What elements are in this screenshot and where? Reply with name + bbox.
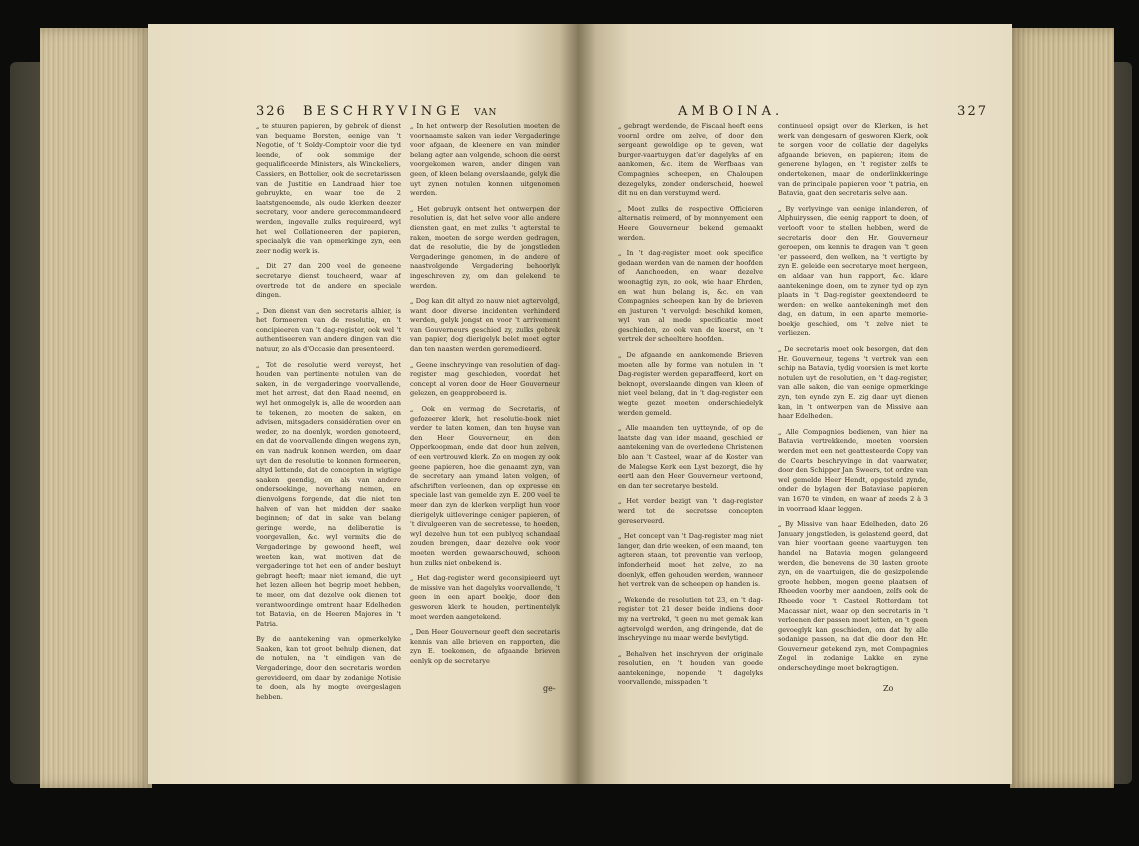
paragraph: „ Geene inschryvinge van resolutien of dag-register mag geschieden, voordat het concept al voren door de Heer Gouverneur gelezen, en geapprobeerd is. [410,360,560,398]
paragraph: „ Moet zulks de respective Officieren alternatis reimerd, of by monnyement een Heere Gouverneur bekend gemaakt werden. [618,204,763,242]
paragraph: „ De afgaande en aankomende Brieven moeten alle by forme van notulen in 't Dag-register werden geparaffeerd, kort en beknopt, overslaande dingen van kleen of niet veel belang, dat in 't dag-register een wegte gezet moeten onderschiedelyk werden gemeld. [618,351,763,417]
left-catchword: ge- [543,684,556,693]
paragraph: „ Dit 27 dan 200 veel de geneene secretarye dienst toucheerd, waar af overtrede tot de andere en speciale dingen. [256,262,401,300]
left-page-column-1 [256,122,401,702]
left-running-title-suffix: VAN [474,108,498,118]
paragraph: „ Den Heer Gouverneur geeft den secretaris kennis van alle brieven en rapporten, die zyn E. toekomen, de afgaande brieven eenlyk op de secretarye [410,628,560,665]
right-page-column-1 [618,122,763,702]
paragraph: „ De secretaris moet ook besorgen, dat den Hr. Gouverneur, tegens 't vertrek van een schip na Batavia, tydig voorsien is met korte notulen uyt de resolutien, en 't dag-register, van alle saken, die van eenige opmerkinge zyn, ten eynde zyn E. zig daar uyt dienen kan, in 't ontwerpen van de Missive aan haar Edelheden. [778,345,928,421]
paragraph: continueel opsigt over de Klerken, is het werk van dengesarn of gesworen Klerk, ook te sorgen voor de collatie der dagelyks afgaande brieven, en papieren; item de generene bylagen, en 't register zelfs te ondertekenen, maar de onderlinkkeringe van de principale papieren voor 't patria, en Batavia, gaat den secretaris selve aan. [778,122,928,198]
paragraph: „ Ook en vermag de Secretaris, of gefozeerer klerk, het resolutie-boek niet verder te laten komen, dan ten huyse van den Heer Gouverneur, en den Opperkoopman, ende dat door hun zelven, of een vertrouwd klerk. Zo en mogen zy ook geene papieren, hoe die genaamt zyn, van de secretary aan ymand laten volgen, of afschriften verleenen, dan op expresse en speciale last van gemelde zyn E. 200 veel te meer dan zyn de klerken verpligt hun voor dierigelyk uitleveringe ceniger papieren, of 't divulgeeren van de secretesse, te hoeden, wyl dezelve hun tot een publycq schandaal zouden brengen, daar dezelve ook voor moeten werden gewaarschouwd, schoon hun zulks niet onbekend is. [410,405,560,567]
right-running-title: AMBOINA. [678,104,784,119]
paragraph: „ Alle Compagnies bedienen, van hier na Batavia vertrekkende, moeten voorsien werden met een net geattesteerde Copy van de Cearts beschryvinge in dat vaarwater, door den Schipper Jan Sweers, tot ordre van wel gemelde Heer Hendt, opgesteld zynde, onder de bylagen der Bataviase papieren van 1670 te vinden, en waar af zeeds 2 à 3 in voorraad klaar leggen. [778,427,928,513]
paragraph: „ gebragt werdende, de Fiscaal heeft eens voornl ordre om zelve, of door den sergeant gewoldige op te geven, wat burger-vaartuygen dat'er dagelyks af en aankomen, &c. item de Werfbaas van Compagnies scheepen, en Chaloupen dezegelyks, zonder onderscheid, hoewel dit nu en dan verstuymd werd. [618,122,763,198]
paragraph: „ Behalven het inschryven der originale resolutien, en 't houden van goede aantekeninge, nopende 't dagelyks voorvallende, misspaden 't [618,649,763,687]
paragraph: „ Het concept van 't Dag-register mag niet langer, dan drie weeken, of een maand, ten agteren staan, tot preventie van verloop, infonderheid moet het zelve, zo na doenlyk, effen gehouden werden, wanneer het vertrek van de scheepen op handen is. [618,532,763,589]
paragraph: By de aantekening van opmerkelyke Saaken, kan tot groot behulp dienen, dat de notulen, na 't eindigen van de Vergaderinge, door den secretaris worden gerevideerd, om daar by zodanige Notisie te doen, als hy mogte overgeslagen hebben. [256,635,401,701]
left-page-number: 326 [256,104,287,119]
paragraph: „ Wekende de resolutien tot 23, en 't dag-register tot 21 deser beide indiens door my na vertrekd, 't geen nu met gemak kan agtervolgd werden, ang dringende, dat de inschryvinge nu maar werde bevlytigd. [618,595,763,643]
paragraph: „ Het dag-register werd geconsipieerd uyt de missive van het dagelyks voorvallende, 't geen in een apart boekje, door den gesworen klerk te houden, pertinentelyk moet werden aangetekend. [410,574,560,621]
left-running-title: BESCHRYVINGE [302,104,464,119]
paragraph: „ Alle maanden ten uytteynde, of op de laatste dag van ider maand, geschied er aantekening van de overledene Christenen blo aan 't Casteel, waar af de Koster van de Malegse Kerk een Lyst bezorgt, die hy eertl aan den Heer Gouverneur vertoond, en dan ter secretarye besteld. [618,424,763,490]
paragraph: „ te stuuren papieren, by gebrek of dienst van bequame Borsten, eenige van 't Negotie, of 't Soldy-Comptoir voor die tyd leende, of ook sommige der gequalificeerde Ministers, als Winckeliers, Cassiers, en Bottelier, ook de secretarissen van de Justitie en Landraad hier toe gebruykte, en waar toe de 2 laatstgenoemde, als oude klerken deezer secretary, voor andere gerecommandeerd werden, ingevalle zulks requireerd, wyl het wel Collationeeren der papieren, speciaalyk die van opmerkinge zyn, een zeer nodig werk is. [256,122,401,255]
right-page-column-2 [778,122,928,702]
paragraph: „ By verlyvinge van eenige inlanderen, of Alphuiryssen, die eenig rapport te doen, of verlooft voor te stellen hebben, werd de secretaris door den Hr. Gouverneur geroepen, om kennis te dragen van 't geen 'er passeerd, den welken, na 't vertigte by zyn E. geleide een secretarye moet hergeen, en aldaar van hun rapport, &c. klare aantekeninge doen, om te zyner tyd op zyn plaats in 't Dag-register geextendeerd te werden: en welke aantekeningh met den dag, en datum, in een aparte memorie-boekje geschied, om 't zelve niet te verliezen. [778,204,928,338]
right-page-edges [1010,28,1114,788]
right-page [578,24,1012,784]
paragraph: „ Tot de resolutie werd vereyst, het houden van pertinente notulen van de saken, in de vergaderinge voorvallende, met het arrest, dat den Raad neemd, en wyl het onmogelyk is, alle de woorden aan te tekenen, zo moeten de saken, en advisen, mitsgaders considératien over en weder, zo na doenlyk, worden genoteerd, en dat de voorvallende dingen wegens zyn, en van nadruk konnen werden, om daar uyt den de resolutie te konnen formeeren, altyd lettende, dat de concepten in wigtige saaken geendig, en als van andere ondersoekinge, noverhang nemen, en dienvolgens forgende, dat die niet ten halven of van het midden der saake beginnen; of dat in sake van belang geringe werde, na deliberatie is voorgevallen, &c. wyl vermits die de Vergaderinge by gewoond heeft, wel weeten kan, wat motiven dat de vergaderinge tot het een of ander besluyt gebragt heeft; maar niet iemand, die uyt het lezen alleen het begrip moet hebben, te meer, om dat dezelve ook dienen tot verantwoordinge omtrent haar Edelheden tot Batavia, en de Heeren Majores in 't Patria. [256,360,401,628]
left-page-column-2 [410,122,560,702]
left-running-head [256,104,556,119]
paragraph: „ By Missive van haar Edelheden, dato 26 January jongstleden, is gelastend geerd, dat van hier voortaan geene vaartuygen ten handel na Batavia mogen gelangeerd werden, die benevens de 30 lasten groote zyn, en de vaartuigen, die de gesizpolende groote hebben, mogen geene plaatsen of Rheeden voorby mer aandoen, zelfs ook de Rheede voor 't Casteel Rotterdam tot Macassar niet, waar op den secretaris in 't verleenen der passen moet letten, en 't geen gevoeglyk kan geschieden, om dat hy alle sodanige passen, na dat die door den Hr. Gouverneur getekend zyn, met Compagnies Zegel in zodanige Lakke en zyne onderscheydinge moet bekragtigen. [778,520,928,673]
left-page [148,24,578,784]
paragraph: „ Den dienst van den secretaris alhier, is het formeeren van de resolutie, en 't concipieeren van 't dag-register, ook wel 't authentiseeren van andere dingen van die natuur, zo als d'Occasie dan presenteerd. [256,306,401,354]
paragraph: „ Het verder bezigt van 't dag-register werd tot de secretsse concepten gereserveerd. [618,497,763,525]
paragraph: „ In 't dag-register moet ook specifice gedaan werden van de namen der hoofden of Aanchoeden, en waar dezelve woonagtig zyn, zo ook, wie haar Ehrden, en wat hun belang is, &c. en van Compagnies scheepen kan by de brieven en justuren 't vervolgd: beschikd komen, wyl van al mede specificatie moet geschieden, zo ook van de koerst, en 't vertrek der scheeltere hoofden. [618,249,763,344]
paragraph: „ Dog kan dit altyd zo nauw niet agtervolgd, want door diverse incidenten verhinderd werden, gelyk jongst en voor 't arrivement van Gouverneurs geschied zy, zulks gebrek van papier, dog dierigelyk belet moet egter dan ten naasten werden geremedieerd. [410,297,560,354]
paragraph: „ In het ontwerp der Resolutien moeten de voornaamste saken van ieder Vergaderinge voor afgaan, de kleenere en van minder belang agter aan volgende, schoon die eerst voorgekomen waren, ander dingen van geen, of kleen belang overslaande, gelyk die uyt zynen notulen konnen uitgenomen werden. [410,122,560,198]
left-page-edges [40,28,152,788]
right-running-head [618,104,988,119]
book-gutter [560,24,596,784]
right-catchword: Zo [883,684,894,693]
right-page-number: 327 [957,104,988,119]
paragraph: „ Het gebruyk ontsent het ontwerpen der resolutien is, dat het selve voor alle andere diensten gaat, en met zulks 't agterstal te raken, moeten de sorge werden gedragen, dat de resolutie, die by de jongstleden Vergaderinge genomen, in de andere of naastvolgende Vergadering behoorlyk ingeschreven zy, om dan gelekend te werden. [410,204,560,290]
